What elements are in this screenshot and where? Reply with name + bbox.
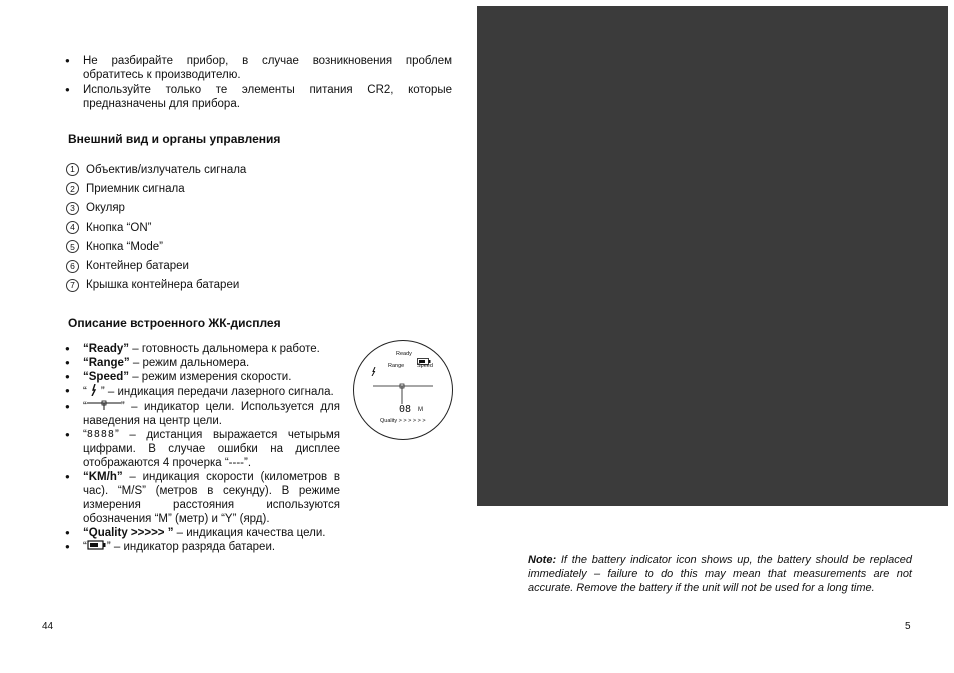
display-term: “Speed” — [83, 371, 130, 383]
page-number-right: 5 — [905, 621, 911, 632]
part-number: 1 — [66, 163, 79, 176]
part-item — [66, 218, 246, 237]
warnings-list — [60, 54, 452, 111]
display-text-pre: “ — [83, 386, 87, 399]
display-text: ” – индикация передачи лазерного сигнала. — [100, 386, 334, 399]
part-item — [66, 256, 246, 275]
lcd-unit: M — [418, 407, 423, 413]
lcd-quality: Quality > > > > > > — [380, 418, 426, 424]
part-item — [66, 160, 246, 179]
display-item — [60, 384, 340, 400]
display-item — [60, 540, 340, 554]
part-number: 7 — [66, 279, 79, 292]
part-label: Крышка контейнера батареи — [86, 279, 240, 292]
display-text-pre: “ — [83, 541, 87, 554]
part-item — [66, 179, 246, 198]
display-description — [60, 342, 340, 554]
warning-item: ● Используйте только те элементы питания CR2, которые предназначены для прибора. — [60, 83, 452, 111]
part-label: Приемник сигнала — [86, 182, 185, 195]
part-number: 3 — [66, 202, 79, 215]
lcd-speed-label: Speed — [417, 363, 433, 369]
part-number: 5 — [66, 240, 79, 253]
display-text: – индикация скорости (километров в час). “M/S” (метров в секунду). В режиме измерения расстояния используются обозначения “M” (метр) и “Y” (ярд). — [83, 471, 340, 526]
part-label: Контейнер батареи — [86, 260, 189, 273]
display-items-list — [60, 342, 340, 554]
display-term: “Range” — [83, 357, 130, 369]
display-item — [60, 526, 340, 540]
battery-note — [528, 553, 912, 595]
laser-icon — [87, 384, 101, 400]
display-text: – режим дальномера. — [129, 357, 250, 369]
display-term: “Ready” — [83, 343, 130, 355]
lcd-ready-label: Ready — [396, 351, 412, 357]
lcd-laser-icon — [370, 363, 377, 381]
display-text: ” – индикатор разряда батареи. — [106, 541, 276, 554]
part-number: 6 — [66, 260, 79, 273]
target-icon — [87, 400, 121, 414]
note-label: Note: — [528, 554, 557, 566]
display-item — [60, 370, 340, 384]
lcd-range-label: Range — [388, 363, 405, 369]
part-item — [66, 199, 246, 218]
display-term: “KM/h” — [83, 471, 123, 484]
parts-list — [66, 160, 246, 295]
digits-icon: 8888 — [86, 429, 115, 441]
display-text-pre: “ — [83, 401, 87, 414]
part-item — [66, 237, 246, 256]
display-text: – индикация качества цели. — [173, 527, 326, 540]
part-label: Окуляр — [86, 202, 125, 215]
display-term: “Quality >>>>> ” — [83, 527, 174, 540]
part-label: Кнопка “Mode” — [86, 240, 163, 253]
part-item — [66, 276, 246, 295]
display-item — [60, 470, 340, 526]
warning-item: ● Не разбирайте прибор, в случае возникновения проблем обратитесь к производителю. — [60, 54, 452, 82]
display-text: ” – дистанция выражается четырьмя цифрами. В случае ошибки на дисплее отображаются 4 прочерка “----”. — [83, 429, 340, 470]
lcd-reading: 08 — [399, 404, 412, 415]
note-text: If the battery indicator icon shows up, the battery should be replaced immediately – failure to do this may mean that measurements are not accurate. Remove the battery if the unit will not be used for a long time. — [528, 554, 912, 594]
part-label: Объектив/излучатель сигнала — [86, 163, 247, 176]
lcd-display-diagram — [353, 340, 453, 440]
part-label: Кнопка “ON” — [86, 221, 152, 234]
display-text: – готовность дальномера к работе. — [129, 343, 320, 355]
display-item — [60, 342, 340, 356]
product-photo — [477, 6, 948, 506]
display-text-pre: “ — [83, 429, 87, 442]
display-heading: Описание встроенного ЖК-дисплея — [68, 316, 281, 330]
display-text: ” – индикатор цели. Используется для наведения на центр цели. — [83, 401, 340, 428]
display-item — [60, 428, 340, 470]
display-text: – режим измерения скорости. — [129, 371, 292, 383]
warnings-section — [60, 54, 452, 112]
display-item — [60, 356, 340, 370]
battery-icon — [87, 540, 107, 554]
page-number-left: 44 — [42, 621, 54, 632]
part-number: 4 — [66, 221, 79, 234]
appearance-heading: Внешний вид и органы управления — [68, 132, 281, 146]
display-item — [60, 400, 340, 428]
part-number: 2 — [66, 182, 79, 195]
